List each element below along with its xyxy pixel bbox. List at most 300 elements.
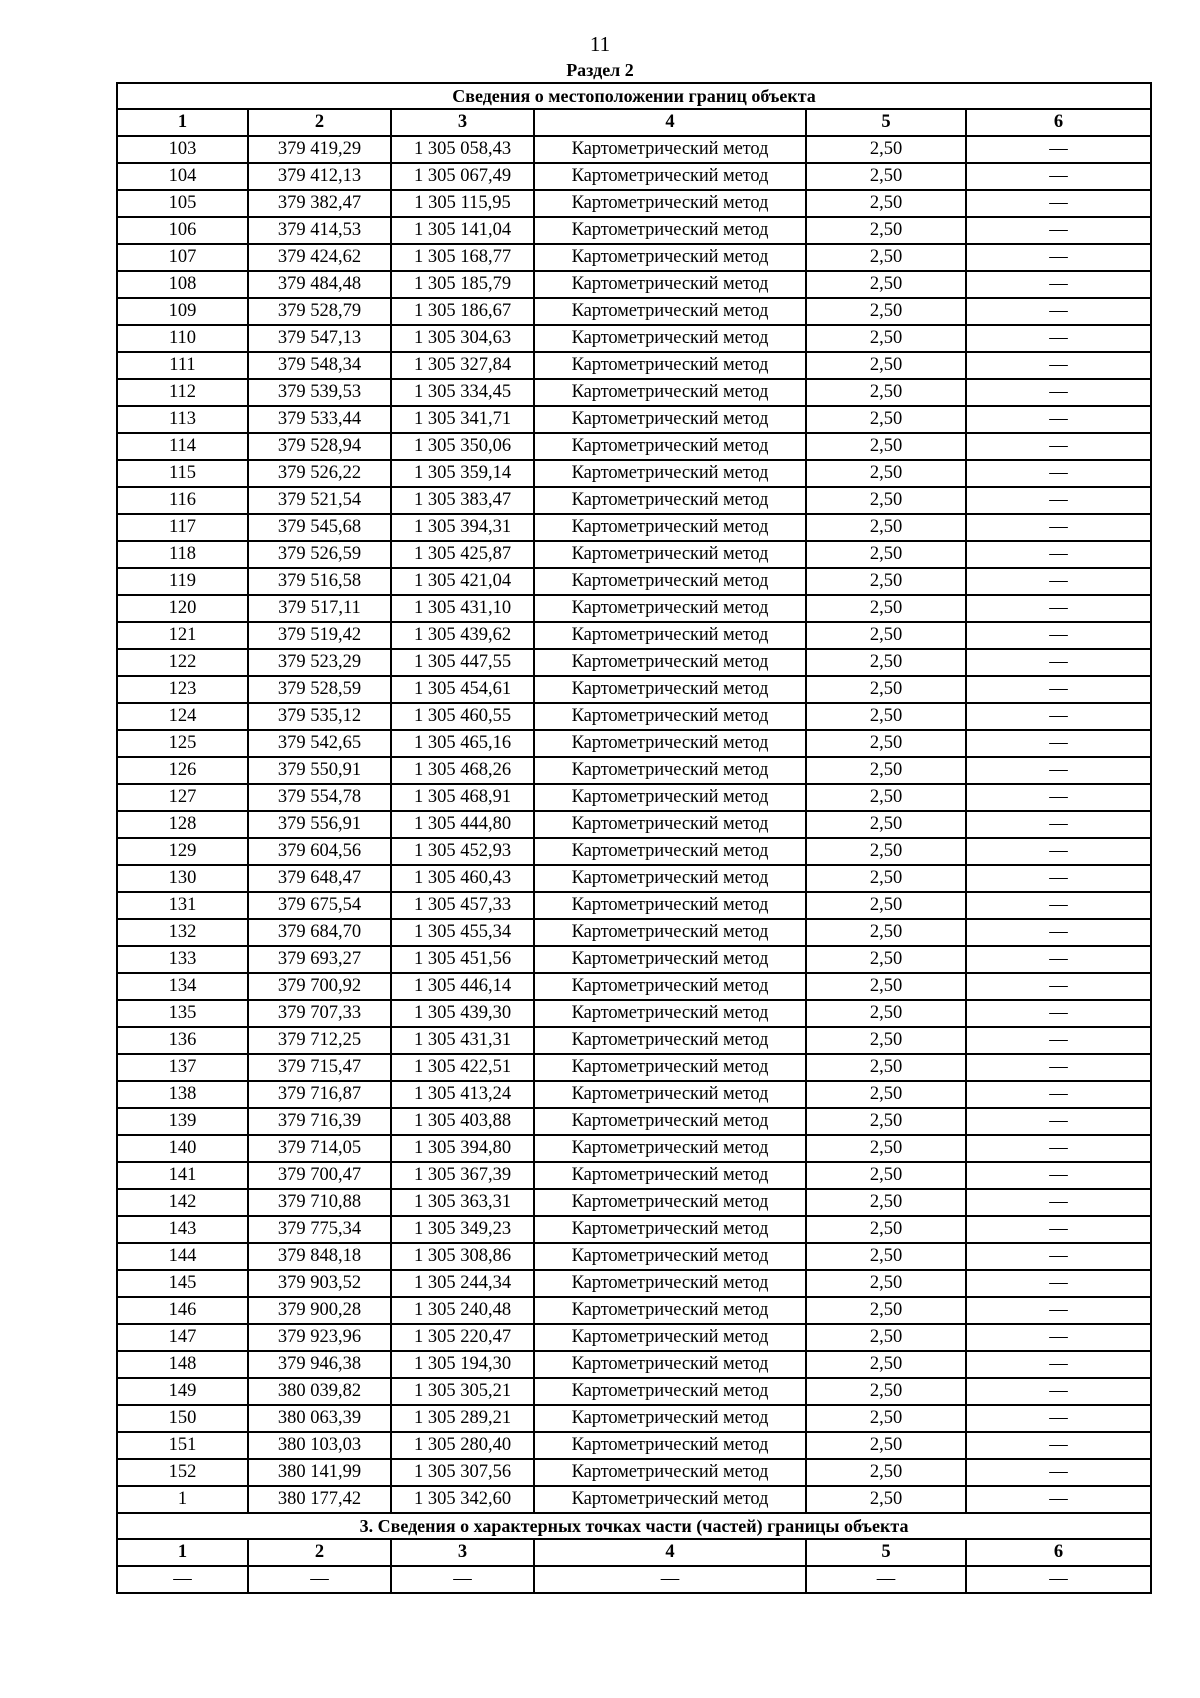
description-cell: — bbox=[966, 406, 1151, 433]
point-number-cell: 129 bbox=[117, 838, 248, 865]
method-cell: Картометрический метод bbox=[534, 568, 806, 595]
table-row bbox=[117, 811, 1151, 838]
description-cell: — bbox=[966, 487, 1151, 514]
x-coordinate-cell: 379 535,12 bbox=[248, 703, 391, 730]
x-coordinate-cell: 380 103,03 bbox=[248, 1432, 391, 1459]
description-cell: — bbox=[966, 298, 1151, 325]
accuracy-cell: 2,50 bbox=[806, 217, 966, 244]
table-row bbox=[117, 568, 1151, 595]
method-cell: Картометрический метод bbox=[534, 1432, 806, 1459]
y-coordinate-cell: 1 305 446,14 bbox=[391, 973, 534, 1000]
y-coordinate-cell: 1 305 342,60 bbox=[391, 1486, 534, 1513]
point-number-cell: 136 bbox=[117, 1027, 248, 1054]
point-number-cell: 111 bbox=[117, 352, 248, 379]
x-coordinate-cell: 379 604,56 bbox=[248, 838, 391, 865]
description-cell: — bbox=[966, 190, 1151, 217]
part-table-row bbox=[117, 1566, 1151, 1593]
column-number: 3 bbox=[391, 109, 534, 136]
table-row bbox=[117, 892, 1151, 919]
part-column-number-row bbox=[117, 1539, 1151, 1566]
y-coordinate-cell: 1 305 468,91 bbox=[391, 784, 534, 811]
table-row bbox=[117, 1405, 1151, 1432]
description-cell: — bbox=[966, 595, 1151, 622]
table-row bbox=[117, 379, 1151, 406]
x-coordinate-cell: 379 923,96 bbox=[248, 1324, 391, 1351]
x-coordinate-cell: 379 414,53 bbox=[248, 217, 391, 244]
point-number-cell: 151 bbox=[117, 1432, 248, 1459]
y-coordinate-cell: 1 305 058,43 bbox=[391, 136, 534, 163]
method-cell: Картометрический метод bbox=[534, 379, 806, 406]
x-coordinate-cell: 379 675,54 bbox=[248, 892, 391, 919]
description-cell: — bbox=[966, 703, 1151, 730]
point-number-cell: 134 bbox=[117, 973, 248, 1000]
x-coordinate-cell: 379 533,44 bbox=[248, 406, 391, 433]
part-table-title-row-text: 3. Сведения о характерных точках части (частей) границы объекта bbox=[117, 1513, 1151, 1539]
description-cell: — bbox=[966, 811, 1151, 838]
y-coordinate-cell: 1 305 359,14 bbox=[391, 460, 534, 487]
accuracy-cell: 2,50 bbox=[806, 1405, 966, 1432]
accuracy-cell: 2,50 bbox=[806, 1027, 966, 1054]
x-coordinate-cell: 379 528,94 bbox=[248, 433, 391, 460]
method-cell: Картометрический метод bbox=[534, 1351, 806, 1378]
accuracy-cell: 2,50 bbox=[806, 1270, 966, 1297]
table-row bbox=[117, 541, 1151, 568]
table-title-row-text: Сведения о местоположении границ объекта bbox=[117, 83, 1151, 109]
description-cell: — bbox=[966, 163, 1151, 190]
table-row bbox=[117, 352, 1151, 379]
table-row bbox=[117, 1162, 1151, 1189]
method-cell: Картометрический метод bbox=[534, 1000, 806, 1027]
y-coordinate-cell: 1 305 341,71 bbox=[391, 406, 534, 433]
description-cell: — bbox=[966, 433, 1151, 460]
method-cell: Картометрический метод bbox=[534, 1243, 806, 1270]
accuracy-cell: 2,50 bbox=[806, 325, 966, 352]
point-number-cell: 145 bbox=[117, 1270, 248, 1297]
method-cell: Картометрический метод bbox=[534, 1027, 806, 1054]
x-coordinate-cell: 379 700,47 bbox=[248, 1162, 391, 1189]
accuracy-cell: 2,50 bbox=[806, 811, 966, 838]
point-number-cell: 108 bbox=[117, 271, 248, 298]
table-row bbox=[117, 1432, 1151, 1459]
description-cell: — bbox=[966, 892, 1151, 919]
method-cell: Картометрический метод bbox=[534, 190, 806, 217]
table-row bbox=[117, 1243, 1151, 1270]
x-coordinate-cell: — bbox=[248, 1566, 391, 1593]
column-number: 2 bbox=[248, 1539, 391, 1566]
y-coordinate-cell: 1 305 186,67 bbox=[391, 298, 534, 325]
table-row bbox=[117, 730, 1151, 757]
boundary-coordinates-table bbox=[116, 82, 1152, 1594]
y-coordinate-cell: 1 305 425,87 bbox=[391, 541, 534, 568]
accuracy-cell: 2,50 bbox=[806, 1351, 966, 1378]
description-cell: — bbox=[966, 622, 1151, 649]
y-coordinate-cell: 1 305 307,56 bbox=[391, 1459, 534, 1486]
y-coordinate-cell: 1 305 240,48 bbox=[391, 1297, 534, 1324]
method-cell: Картометрический метод bbox=[534, 946, 806, 973]
x-coordinate-cell: 380 177,42 bbox=[248, 1486, 391, 1513]
point-number-cell: 126 bbox=[117, 757, 248, 784]
point-number-cell: 125 bbox=[117, 730, 248, 757]
table-row bbox=[117, 325, 1151, 352]
description-cell: — bbox=[966, 514, 1151, 541]
table-row bbox=[117, 919, 1151, 946]
x-coordinate-cell: 379 554,78 bbox=[248, 784, 391, 811]
x-coordinate-cell: 379 714,05 bbox=[248, 1135, 391, 1162]
accuracy-cell: 2,50 bbox=[806, 973, 966, 1000]
description-cell: — bbox=[966, 1351, 1151, 1378]
x-coordinate-cell: 379 775,34 bbox=[248, 1216, 391, 1243]
y-coordinate-cell: 1 305 394,31 bbox=[391, 514, 534, 541]
accuracy-cell: 2,50 bbox=[806, 514, 966, 541]
y-coordinate-cell: 1 305 244,34 bbox=[391, 1270, 534, 1297]
y-coordinate-cell: 1 305 334,45 bbox=[391, 379, 534, 406]
point-number-cell: 119 bbox=[117, 568, 248, 595]
table-row bbox=[117, 1297, 1151, 1324]
x-coordinate-cell: 379 521,54 bbox=[248, 487, 391, 514]
y-coordinate-cell: 1 305 394,80 bbox=[391, 1135, 534, 1162]
point-number-cell: 120 bbox=[117, 595, 248, 622]
point-number-cell: 130 bbox=[117, 865, 248, 892]
y-coordinate-cell: 1 305 327,84 bbox=[391, 352, 534, 379]
description-cell: — bbox=[966, 1162, 1151, 1189]
point-number-cell: 104 bbox=[117, 163, 248, 190]
table-row bbox=[117, 271, 1151, 298]
accuracy-cell: 2,50 bbox=[806, 433, 966, 460]
method-cell: Картометрический метод bbox=[534, 1270, 806, 1297]
y-coordinate-cell: 1 305 280,40 bbox=[391, 1432, 534, 1459]
column-number: 5 bbox=[806, 109, 966, 136]
accuracy-cell: 2,50 bbox=[806, 460, 966, 487]
accuracy-cell: 2,50 bbox=[806, 298, 966, 325]
y-coordinate-cell: 1 305 454,61 bbox=[391, 676, 534, 703]
point-number-cell: 146 bbox=[117, 1297, 248, 1324]
table-row bbox=[117, 1081, 1151, 1108]
method-cell: Картометрический метод bbox=[534, 1216, 806, 1243]
page-number: 11 bbox=[589, 32, 611, 56]
point-number-cell: 150 bbox=[117, 1405, 248, 1432]
method-cell: Картометрический метод bbox=[534, 1108, 806, 1135]
y-coordinate-cell: 1 305 422,51 bbox=[391, 1054, 534, 1081]
accuracy-cell: 2,50 bbox=[806, 838, 966, 865]
x-coordinate-cell: 379 550,91 bbox=[248, 757, 391, 784]
column-number: 6 bbox=[966, 109, 1151, 136]
column-number: 1 bbox=[117, 109, 248, 136]
table-row bbox=[117, 1459, 1151, 1486]
y-coordinate-cell: 1 305 439,62 bbox=[391, 622, 534, 649]
accuracy-cell: 2,50 bbox=[806, 865, 966, 892]
table-row bbox=[117, 1216, 1151, 1243]
column-number: 6 bbox=[966, 1539, 1151, 1566]
point-number-cell: 118 bbox=[117, 541, 248, 568]
description-cell: — bbox=[966, 973, 1151, 1000]
y-coordinate-cell: 1 305 349,23 bbox=[391, 1216, 534, 1243]
y-coordinate-cell: 1 305 289,21 bbox=[391, 1405, 534, 1432]
accuracy-cell: 2,50 bbox=[806, 1108, 966, 1135]
y-coordinate-cell: 1 305 363,31 bbox=[391, 1189, 534, 1216]
table-row bbox=[117, 1351, 1151, 1378]
point-number-cell: 128 bbox=[117, 811, 248, 838]
accuracy-cell: 2,50 bbox=[806, 487, 966, 514]
point-number-cell: 143 bbox=[117, 1216, 248, 1243]
description-cell: — bbox=[966, 1378, 1151, 1405]
description-cell: — bbox=[966, 1054, 1151, 1081]
accuracy-cell: 2,50 bbox=[806, 406, 966, 433]
accuracy-cell: 2,50 bbox=[806, 676, 966, 703]
x-coordinate-cell: 379 903,52 bbox=[248, 1270, 391, 1297]
point-number-cell: 137 bbox=[117, 1054, 248, 1081]
description-cell: — bbox=[966, 217, 1151, 244]
method-cell: Картометрический метод bbox=[534, 595, 806, 622]
accuracy-cell: 2,50 bbox=[806, 541, 966, 568]
x-coordinate-cell: 379 710,88 bbox=[248, 1189, 391, 1216]
y-coordinate-cell: 1 305 367,39 bbox=[391, 1162, 534, 1189]
point-number-cell: 152 bbox=[117, 1459, 248, 1486]
point-number-cell: 144 bbox=[117, 1243, 248, 1270]
description-cell: — bbox=[966, 244, 1151, 271]
description-cell: — bbox=[966, 1216, 1151, 1243]
description-cell: — bbox=[966, 325, 1151, 352]
point-number-cell: 124 bbox=[117, 703, 248, 730]
column-number: 1 bbox=[117, 1539, 248, 1566]
method-cell: Картометрический метод bbox=[534, 298, 806, 325]
accuracy-cell: 2,50 bbox=[806, 568, 966, 595]
description-cell: — bbox=[966, 676, 1151, 703]
x-coordinate-cell: 379 848,18 bbox=[248, 1243, 391, 1270]
table-row bbox=[117, 676, 1151, 703]
x-coordinate-cell: 379 707,33 bbox=[248, 1000, 391, 1027]
method-cell: Картометрический метод bbox=[534, 163, 806, 190]
y-coordinate-cell: 1 305 439,30 bbox=[391, 1000, 534, 1027]
method-cell: Картометрический метод bbox=[534, 676, 806, 703]
accuracy-cell: 2,50 bbox=[806, 244, 966, 271]
point-number-cell: 103 bbox=[117, 136, 248, 163]
method-cell: Картометрический метод bbox=[534, 757, 806, 784]
method-cell: Картометрический метод bbox=[534, 217, 806, 244]
method-cell: Картометрический метод bbox=[534, 514, 806, 541]
table-row bbox=[117, 946, 1151, 973]
section-title: Раздел 2 bbox=[566, 60, 634, 80]
description-cell: — bbox=[966, 1432, 1151, 1459]
accuracy-cell: 2,50 bbox=[806, 163, 966, 190]
accuracy-cell: 2,50 bbox=[806, 730, 966, 757]
accuracy-cell: 2,50 bbox=[806, 136, 966, 163]
x-coordinate-cell: 379 526,59 bbox=[248, 541, 391, 568]
y-coordinate-cell: 1 305 383,47 bbox=[391, 487, 534, 514]
table-row bbox=[117, 406, 1151, 433]
x-coordinate-cell: 379 382,47 bbox=[248, 190, 391, 217]
description-cell: — bbox=[966, 1081, 1151, 1108]
table-row bbox=[117, 1108, 1151, 1135]
x-coordinate-cell: 379 900,28 bbox=[248, 1297, 391, 1324]
accuracy-cell: 2,50 bbox=[806, 892, 966, 919]
table-row bbox=[117, 1000, 1151, 1027]
x-coordinate-cell: 379 548,34 bbox=[248, 352, 391, 379]
method-cell: Картометрический метод bbox=[534, 1054, 806, 1081]
point-number-cell: 140 bbox=[117, 1135, 248, 1162]
method-cell: — bbox=[534, 1566, 806, 1593]
x-coordinate-cell: 379 528,59 bbox=[248, 676, 391, 703]
point-number-cell: 116 bbox=[117, 487, 248, 514]
description-cell: — bbox=[966, 379, 1151, 406]
y-coordinate-cell: 1 305 168,77 bbox=[391, 244, 534, 271]
table-row bbox=[117, 460, 1151, 487]
x-coordinate-cell: 379 547,13 bbox=[248, 325, 391, 352]
accuracy-cell: 2,50 bbox=[806, 1054, 966, 1081]
x-coordinate-cell: 379 484,48 bbox=[248, 271, 391, 298]
accuracy-cell: 2,50 bbox=[806, 1243, 966, 1270]
y-coordinate-cell: 1 305 403,88 bbox=[391, 1108, 534, 1135]
y-coordinate-cell: 1 305 451,56 bbox=[391, 946, 534, 973]
method-cell: Картометрический метод bbox=[534, 406, 806, 433]
table-title-row bbox=[117, 83, 1151, 109]
description-cell: — bbox=[966, 919, 1151, 946]
method-cell: Картометрический метод bbox=[534, 433, 806, 460]
x-coordinate-cell: 379 516,58 bbox=[248, 568, 391, 595]
method-cell: Картометрический метод bbox=[534, 460, 806, 487]
y-coordinate-cell: 1 305 220,47 bbox=[391, 1324, 534, 1351]
method-cell: Картометрический метод bbox=[534, 1162, 806, 1189]
x-coordinate-cell: 379 700,92 bbox=[248, 973, 391, 1000]
table-row bbox=[117, 244, 1151, 271]
x-coordinate-cell: 379 684,70 bbox=[248, 919, 391, 946]
method-cell: Картометрический метод bbox=[534, 541, 806, 568]
table-row bbox=[117, 433, 1151, 460]
y-coordinate-cell: — bbox=[391, 1566, 534, 1593]
y-coordinate-cell: 1 305 115,95 bbox=[391, 190, 534, 217]
method-cell: Картометрический метод bbox=[534, 811, 806, 838]
table-row bbox=[117, 1324, 1151, 1351]
accuracy-cell: 2,50 bbox=[806, 1135, 966, 1162]
accuracy-cell: 2,50 bbox=[806, 1081, 966, 1108]
accuracy-cell: 2,50 bbox=[806, 1189, 966, 1216]
y-coordinate-cell: 1 305 457,33 bbox=[391, 892, 534, 919]
table-row bbox=[117, 1189, 1151, 1216]
description-cell: — bbox=[966, 460, 1151, 487]
point-number-cell: 132 bbox=[117, 919, 248, 946]
table-row bbox=[117, 649, 1151, 676]
column-number: 2 bbox=[248, 109, 391, 136]
method-cell: Картометрический метод bbox=[534, 244, 806, 271]
accuracy-cell: 2,50 bbox=[806, 1432, 966, 1459]
accuracy-cell: 2,50 bbox=[806, 622, 966, 649]
y-coordinate-cell: 1 305 185,79 bbox=[391, 271, 534, 298]
accuracy-cell: — bbox=[806, 1566, 966, 1593]
table-row bbox=[117, 1027, 1151, 1054]
accuracy-cell: 2,50 bbox=[806, 352, 966, 379]
point-number-cell: 115 bbox=[117, 460, 248, 487]
accuracy-cell: 2,50 bbox=[806, 649, 966, 676]
x-coordinate-cell: 379 424,62 bbox=[248, 244, 391, 271]
accuracy-cell: 2,50 bbox=[806, 1459, 966, 1486]
point-number-cell: 127 bbox=[117, 784, 248, 811]
y-coordinate-cell: 1 305 460,43 bbox=[391, 865, 534, 892]
description-cell: — bbox=[966, 1324, 1151, 1351]
accuracy-cell: 2,50 bbox=[806, 703, 966, 730]
x-coordinate-cell: 379 545,68 bbox=[248, 514, 391, 541]
point-number-cell: 147 bbox=[117, 1324, 248, 1351]
method-cell: Картометрический метод bbox=[534, 838, 806, 865]
description-cell: — bbox=[966, 136, 1151, 163]
table-row bbox=[117, 1378, 1151, 1405]
accuracy-cell: 2,50 bbox=[806, 919, 966, 946]
accuracy-cell: 2,50 bbox=[806, 379, 966, 406]
point-number-cell: 110 bbox=[117, 325, 248, 352]
point-number-cell: 149 bbox=[117, 1378, 248, 1405]
method-cell: Картометрический метод bbox=[534, 1135, 806, 1162]
method-cell: Картометрический метод bbox=[534, 325, 806, 352]
x-coordinate-cell: 379 517,11 bbox=[248, 595, 391, 622]
y-coordinate-cell: 1 305 452,93 bbox=[391, 838, 534, 865]
method-cell: Картометрический метод bbox=[534, 703, 806, 730]
x-coordinate-cell: 379 712,25 bbox=[248, 1027, 391, 1054]
point-number-cell: 105 bbox=[117, 190, 248, 217]
y-coordinate-cell: 1 305 444,80 bbox=[391, 811, 534, 838]
point-number-cell: 138 bbox=[117, 1081, 248, 1108]
y-coordinate-cell: 1 305 194,30 bbox=[391, 1351, 534, 1378]
description-cell: — bbox=[966, 1297, 1151, 1324]
table-row bbox=[117, 703, 1151, 730]
accuracy-cell: 2,50 bbox=[806, 784, 966, 811]
method-cell: Картометрический метод bbox=[534, 136, 806, 163]
description-cell: — bbox=[966, 838, 1151, 865]
y-coordinate-cell: 1 305 468,26 bbox=[391, 757, 534, 784]
y-coordinate-cell: 1 305 421,04 bbox=[391, 568, 534, 595]
column-number: 4 bbox=[534, 109, 806, 136]
accuracy-cell: 2,50 bbox=[806, 1162, 966, 1189]
column-number: 3 bbox=[391, 1539, 534, 1566]
y-coordinate-cell: 1 305 141,04 bbox=[391, 217, 534, 244]
point-number-cell: 135 bbox=[117, 1000, 248, 1027]
table-row bbox=[117, 865, 1151, 892]
table-row bbox=[117, 784, 1151, 811]
x-coordinate-cell: 379 715,47 bbox=[248, 1054, 391, 1081]
method-cell: Картометрический метод bbox=[534, 1324, 806, 1351]
accuracy-cell: 2,50 bbox=[806, 271, 966, 298]
part-table-title-row bbox=[117, 1513, 1151, 1539]
accuracy-cell: 2,50 bbox=[806, 1378, 966, 1405]
method-cell: Картометрический метод bbox=[534, 865, 806, 892]
point-number-cell: 113 bbox=[117, 406, 248, 433]
x-coordinate-cell: 379 542,65 bbox=[248, 730, 391, 757]
y-coordinate-cell: 1 305 305,21 bbox=[391, 1378, 534, 1405]
table-row bbox=[117, 163, 1151, 190]
method-cell: Картометрический метод bbox=[534, 1459, 806, 1486]
accuracy-cell: 2,50 bbox=[806, 1486, 966, 1513]
description-cell: — bbox=[966, 1566, 1151, 1593]
accuracy-cell: 2,50 bbox=[806, 190, 966, 217]
x-coordinate-cell: 380 039,82 bbox=[248, 1378, 391, 1405]
x-coordinate-cell: 379 412,13 bbox=[248, 163, 391, 190]
table-row bbox=[117, 1270, 1151, 1297]
point-number-cell: 131 bbox=[117, 892, 248, 919]
table-row bbox=[117, 136, 1151, 163]
y-coordinate-cell: 1 305 431,31 bbox=[391, 1027, 534, 1054]
accuracy-cell: 2,50 bbox=[806, 595, 966, 622]
description-cell: — bbox=[966, 1189, 1151, 1216]
table-row bbox=[117, 190, 1151, 217]
y-coordinate-cell: 1 305 455,34 bbox=[391, 919, 534, 946]
description-cell: — bbox=[966, 568, 1151, 595]
method-cell: Картометрический метод bbox=[534, 487, 806, 514]
description-cell: — bbox=[966, 541, 1151, 568]
x-coordinate-cell: 379 528,79 bbox=[248, 298, 391, 325]
method-cell: Картометрический метод bbox=[534, 1405, 806, 1432]
method-cell: Картометрический метод bbox=[534, 622, 806, 649]
description-cell: — bbox=[966, 1459, 1151, 1486]
table-row bbox=[117, 298, 1151, 325]
method-cell: Картометрический метод bbox=[534, 1486, 806, 1513]
point-number-cell: 117 bbox=[117, 514, 248, 541]
